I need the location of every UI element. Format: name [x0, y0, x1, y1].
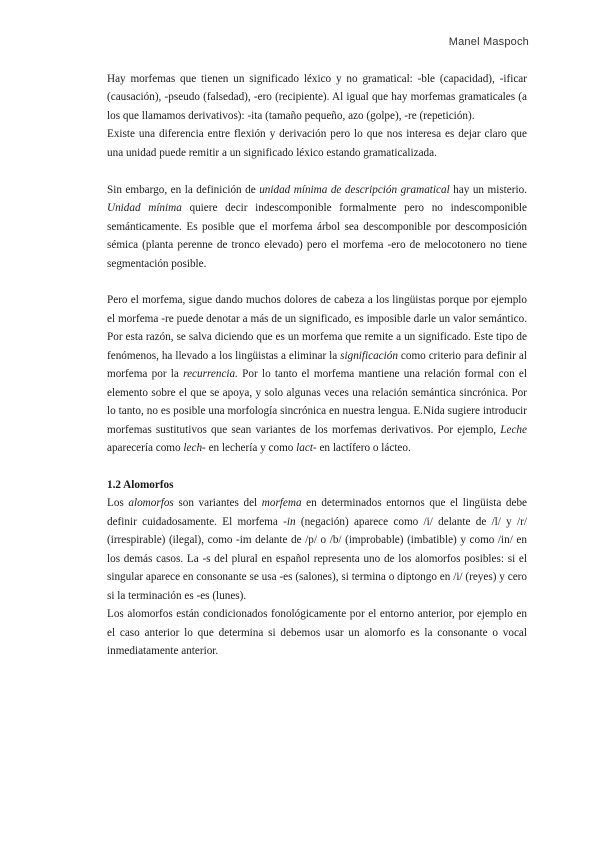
term-unidad-minima-descripcion: unidad mínima de descripción gramatical [259, 183, 450, 196]
paragraph-gap [107, 273, 527, 291]
term-recurrencia: recurrencia. [183, 368, 238, 381]
document-body [107, 70, 527, 660]
term-unidad-minima: Unidad mínima [107, 202, 182, 215]
term-alomorfos: alomorfos [128, 497, 174, 510]
paragraph-morfemas-lexicos: Hay morfemas que tienen un significado léxico y no gramatical: -ble (capacidad), -ificar (causación), -pseudo (falsedad), -ero (recipiente). Al igual que hay morfemas gramaticales (a los que llamamos derivativos): -ita (tamaño pequeño, azo (golpe), -re (repetición). [107, 73, 527, 122]
example-leche: Leche [500, 423, 527, 436]
paragraph-gap [107, 162, 527, 180]
paragraph-alomorfos: Los alomorfos son variantes del morfema en determinados entornos que el lingüista debe definir cuidadosamente. El morfema -in (negación) aparece como /i/ delante de /l/ y /r/ (irrespirable) (ilegal), como -im delante de /p/ o /b/ (improbable) (imbatible) y como /in/ en los demás casos. La -s del plural en español representa uno de los alomorfos posibles: si el singular aparece en consonante se usa -es (salones), si termina o diptongo en /i/ (reyes) y cero si la terminación es -es (lunes). [107, 497, 528, 602]
paragraph-gap [107, 457, 527, 475]
paragraph-morfema-problemas: Pero el morfema, sigue dando muchos dolores de cabeza a los lingüistas porque por ejemplo el morfema -re puede denotar a más de un significado, es imposible darle un valor semántico. Por esta razón, se salva diciendo que es un morfema que remite a un significado. Este tipo de fenómenos, ha llevado a los lingüistas a eliminar la significación como criterio para definir al morfema por la recurrencia. Por lo tanto el morfema mantiene una relación formal con el elemento sobre el que se apoya, y solo algunas veces una relación semántica sincrónica. Por lo tanto, no es posible una morfología sincrónica en nuestra lengua. E.Nida sugiere introducir morfemas sustitutivos que sean variantes de los morfemas derivativos. Por ejemplo, Leche aparecería como lech- en lechería y como lact- en lactífero o lácteo. [107, 294, 528, 455]
term-significacion: significación [340, 349, 398, 362]
paragraph-unidad-minima: Sin embargo, en la definición de unidad mínima de descripción gramatical hay un misterio. Unidad mínima quiere decir indescomponible formalmente pero no indescomponible semánticamente. Es posible que el morfema árbol sea descomponible por descomposición sémica (planta perenne de tronco elevado) pero el morfema -ero de melocotonero no tiene segmentación posible. [107, 183, 527, 270]
example-lech: lech- [183, 442, 206, 455]
paragraph-flexion-derivacion: Existe una diferencia entre flexión y derivación pero lo que nos interesa es dejar claro que una unidad puede remitir a un significado léxico estando gramaticalizada. [107, 128, 527, 159]
section-title: 1.2 Alomorfos [107, 478, 174, 491]
header-author: Manel Maspoch [448, 36, 529, 48]
term-morfema: morfema [261, 497, 302, 510]
example-lact: lact- [296, 442, 317, 455]
term-in: -in [283, 515, 296, 528]
paragraph-alomorfos-condicionados: Los alomorfos están condicionados fonológicamente por el entorno anterior, por ejemplo en el caso anterior lo que determina si debemos usar un alomorfo es la consonante o vocal inmediatamente anterior. [107, 608, 527, 657]
